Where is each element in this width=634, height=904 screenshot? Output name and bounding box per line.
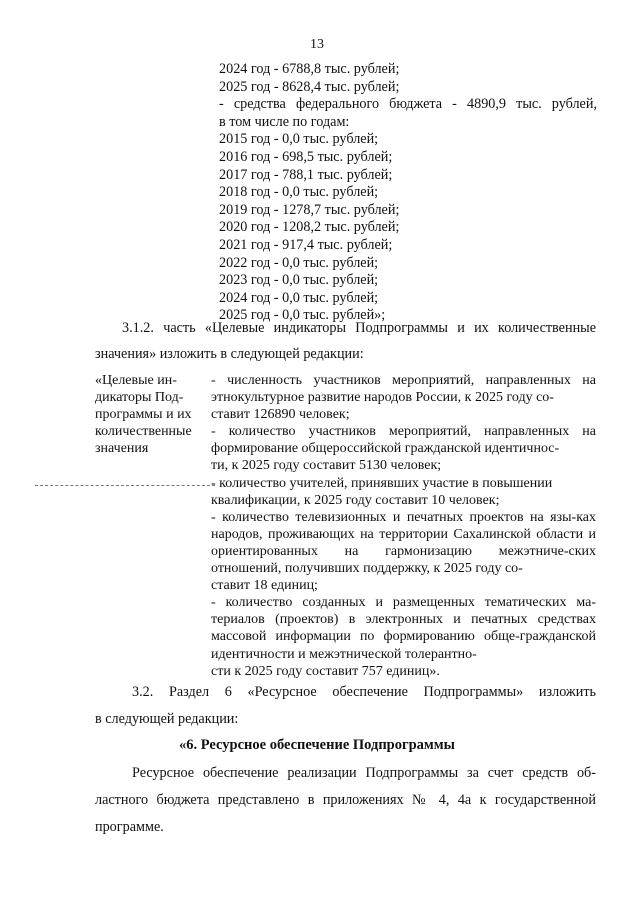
scan-artifact-dashed-line: [35, 485, 215, 486]
year-line: 2020 год - 1208,2 тыс. рублей;: [219, 219, 400, 236]
indicator-text-end: сти к 2025 году составит 757 единиц».: [211, 663, 440, 679]
section-3-1-2-line1: 3.1.2. часть «Целевые индикаторы Подпрограммы и их количественные: [122, 320, 596, 336]
indicator-text: - количество телевизионных и печатных проектов на язы-ках народов, проживающих на территории Сахалинской области и ориентированных на гармонизацию межэтниче-ских отношений, получивших поддержку, к 2025 году со-: [211, 509, 596, 577]
left-cell-line: дикаторы Под-: [95, 390, 184, 406]
year-line: 2023 год - 0,0 тыс. рублей;: [219, 272, 379, 289]
indicator-text-end: ти, к 2025 году составит 5130 человек;: [211, 458, 442, 474]
by-years-line: в том числе по годам:: [219, 113, 350, 130]
indicator-text-end: ставит 126890 человек;: [211, 407, 350, 423]
left-cell-line: программы и их: [95, 407, 192, 423]
indicator-text: - численность участников мероприятий, направленных на этнокультурное развитие народов России, к 2025 году со-: [211, 373, 596, 406]
indicator-item: [211, 594, 596, 679]
indicator-item: [211, 423, 596, 474]
year-line: 2017 год - 788,1 тыс. рублей;: [219, 166, 393, 183]
indicator-text: - количество учителей, принявших участие в повышении: [211, 475, 553, 491]
year-line: 2016 год - 698,5 тыс. рублей;: [219, 148, 393, 165]
funding-year-list: [219, 61, 597, 325]
indicator-text-end: ставит 18 единиц;: [211, 578, 318, 594]
year-line: 2018 год - 0,0 тыс. рублей;: [219, 184, 379, 201]
year-line: 2025 год - 8628,4 тыс. рублей;: [219, 78, 400, 95]
final-paragraph-line2: ластного бюджета представлено в приложениях № 4, 4а к государственной: [95, 792, 596, 808]
left-cell-line: значения: [95, 441, 149, 457]
year-line: 2024 год - 6788,8 тыс. рублей;: [219, 61, 400, 77]
table-right-cell: [211, 372, 596, 680]
table-left-cell: [95, 372, 202, 457]
left-cell-line: «Целевые ин-: [95, 373, 177, 388]
year-line: 2019 год - 1278,7 тыс. рублей;: [219, 201, 400, 218]
indicator-item: [211, 509, 596, 594]
section-3-1-2-line2: значения» изложить в следующей редакции:: [95, 346, 364, 362]
indicator-text: - количество участников мероприятий, направленных на формирование общероссийской гражданской идентичнос-: [211, 424, 596, 457]
year-line: 2024 год - 0,0 тыс. рублей;: [219, 289, 379, 306]
indicator-text-end: квалификации, к 2025 году составит 10 человек;: [211, 492, 500, 508]
year-line: 2021 год - 917,4 тыс. рублей;: [219, 236, 393, 253]
page-number: 13: [310, 37, 324, 52]
left-cell-line: количественные: [95, 424, 192, 440]
section-3-2-line2: в следующей редакции:: [95, 711, 239, 727]
indicator-item: [211, 372, 596, 423]
final-paragraph-line3: программе.: [95, 819, 164, 835]
federal-budget-line: - средства федерального бюджета - 4890,9 тыс. рублей,: [219, 96, 597, 113]
section-3-2-line1: 3.2. Раздел 6 «Ресурсное обеспечение Подпрограммы» изложить: [132, 684, 596, 700]
final-paragraph-line1: Ресурсное обеспечение реализации Подпрограммы за счет средств об-: [132, 765, 596, 781]
year-line: 2022 год - 0,0 тыс. рублей;: [219, 254, 379, 271]
indicator-item: [211, 475, 596, 509]
year-line: 2015 год - 0,0 тыс. рублей;: [219, 131, 379, 148]
section-6-heading: «6. Ресурсное обеспечение Подпрограммы: [179, 737, 455, 753]
year-line: 2025 год - 0,0 тыс. рублей»;: [219, 307, 386, 324]
indicator-text: - количество созданных и размещенных тематических ма-териалов (проектов) в электронных и печатных средствах массовой информации по формированию обще-гражданской идентичности и межэтнической толерантно-: [211, 595, 596, 662]
